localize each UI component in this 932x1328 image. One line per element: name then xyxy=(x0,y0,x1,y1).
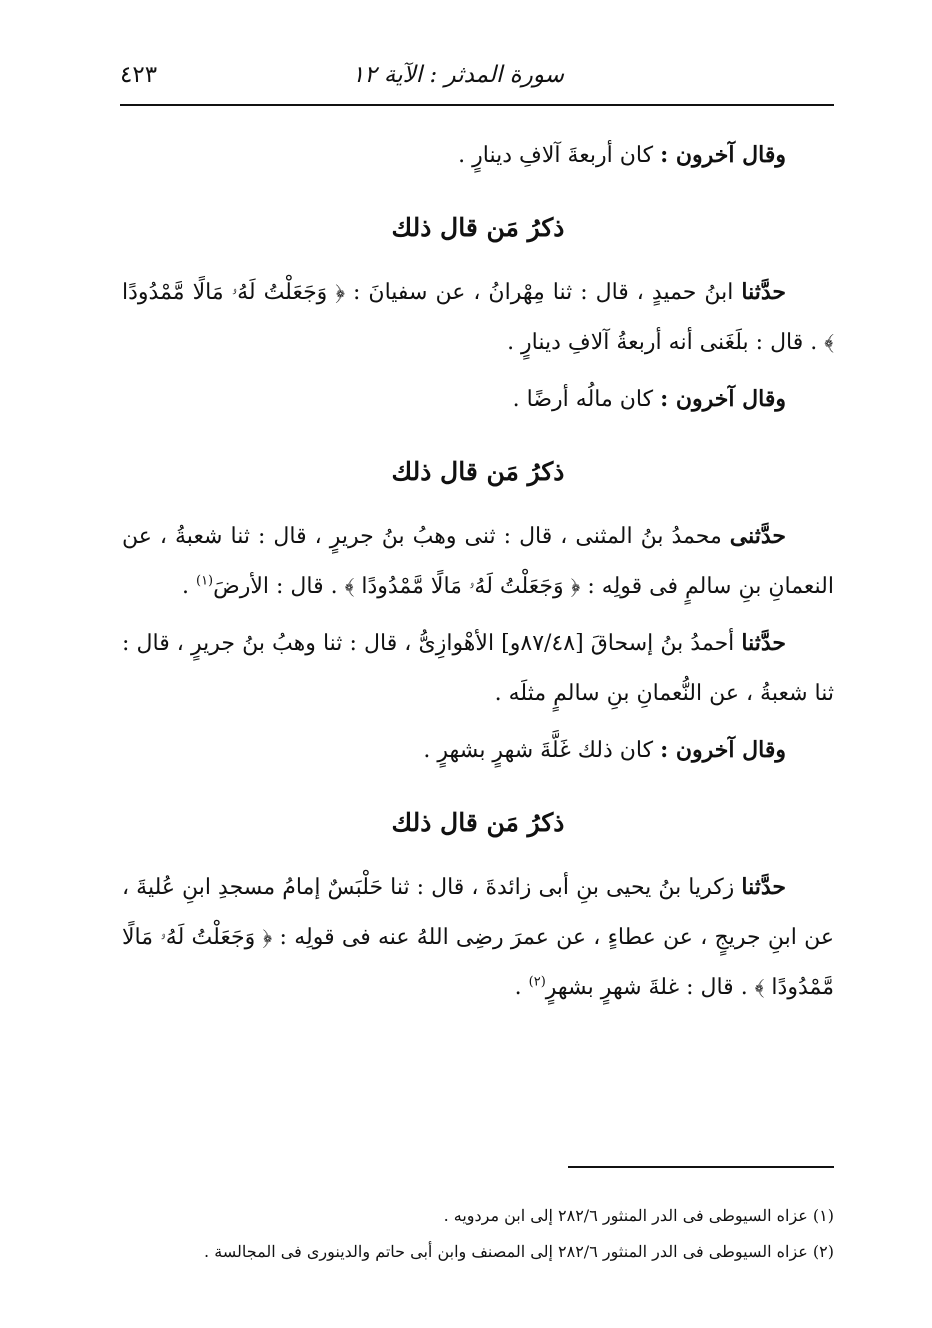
paragraph xyxy=(122,130,834,181)
paragraph-lead: وقال آخرون : xyxy=(660,737,786,763)
section-heading: ذكرُ مَن قال ذلك xyxy=(391,213,565,242)
paragraph-text: زكريا بنُ يحيى بنِ أبى زائدةَ ، قال : ثنا حَلْبَسٌ إمامُ مسجدِ ابنِ عُليةَ ، عن ابنِ جريجٍ ، عن عطاءٍ ، عن عمرَ رضِى اللهُ عنه فى قولِه : ﴿ وَجَعَلْتُ لَهُۥ مَالًا مَّمْدُودًا ﴾ . قال : غلةَ شهرٍ بشهرٍ xyxy=(122,875,834,1000)
page-number: ٤٢٣ xyxy=(120,62,158,88)
paragraph-lead: وقال آخرون : xyxy=(660,386,786,412)
footnote-marker: (١) xyxy=(195,573,214,589)
section-heading: ذكرُ مَن قال ذلك xyxy=(391,457,565,486)
footnote-divider xyxy=(568,1166,834,1168)
paragraph-end: . xyxy=(181,574,196,599)
paragraph-lead: حدَّثنى xyxy=(729,523,787,549)
section-heading: ذكرُ مَن قال ذلك xyxy=(391,808,565,837)
paragraph-text: كان مالُه أرضًا . xyxy=(512,387,654,412)
paragraph-text: محمدُ بنُ المثنى ، قال : ثنى وهبُ بنُ جريرٍ ، قال : ثنا شعبةُ ، عن النعمانِ بنِ سالمٍ فى قولِه : ﴿ وَجَعَلْتُ لَهُۥ مَالًا مَّمْدُودًا ﴾ . قال : الأرضَ xyxy=(122,524,834,599)
paragraph xyxy=(122,862,834,1013)
header-divider xyxy=(120,104,834,106)
running-title: سورة المدثر : الآية ١٢ xyxy=(351,62,564,88)
paragraph xyxy=(122,618,834,719)
paragraph xyxy=(122,267,834,368)
footnotes xyxy=(150,1198,834,1270)
paragraph-lead: حدَّثنا xyxy=(741,279,786,305)
footnote-2: (٢) عزاه السيوطى فى الدر المنثور ٢٨٢/٦ إلى المصنف وابن أبى حاتم والدينورى فى المجالسة . xyxy=(204,1242,834,1261)
running-head xyxy=(120,58,832,98)
paragraph xyxy=(122,725,834,776)
paragraph xyxy=(122,511,834,612)
paragraph-lead: وقال آخرون : xyxy=(660,142,786,168)
paragraph-text: أحمدُ بنُ إسحاقَ [٨٧/٤٨و] الأهْوازِىُّ ، قال : ثنا وهبُ بنُ جريرٍ ، قال : ثنا شعبةُ ، عن النُّعمانِ بنِ سالمٍ مثلَه . xyxy=(122,631,834,706)
paragraph xyxy=(122,374,834,425)
footnote-1: (١) عزاه السيوطى فى الدر المنثور ٢٨٢/٦ إلى ابن مردويه . xyxy=(443,1206,834,1225)
paragraph-lead: حدَّثنا xyxy=(741,630,786,656)
paragraph-text: كان ذلك غَلَّةَ شهرٍ بشهرٍ . xyxy=(423,738,654,763)
paragraph-text: ابنُ حميدٍ ، قال : ثنا مِهْرانُ ، عن سفيانَ : ﴿ وَجَعَلْتُ لَهُۥ مَالًا مَّمْدُودًا ﴾ . قال : بلَغَنى أنه أربعةُ آلافِ دينارٍ . xyxy=(122,280,834,355)
footnote-marker: (٢) xyxy=(528,974,546,990)
paragraph-lead: حدَّثنا xyxy=(741,874,786,900)
main-text xyxy=(122,130,834,1013)
paragraph-text: كان أربعةَ آلافِ دينارٍ . xyxy=(458,143,654,168)
paragraph-end: . xyxy=(514,975,529,1000)
